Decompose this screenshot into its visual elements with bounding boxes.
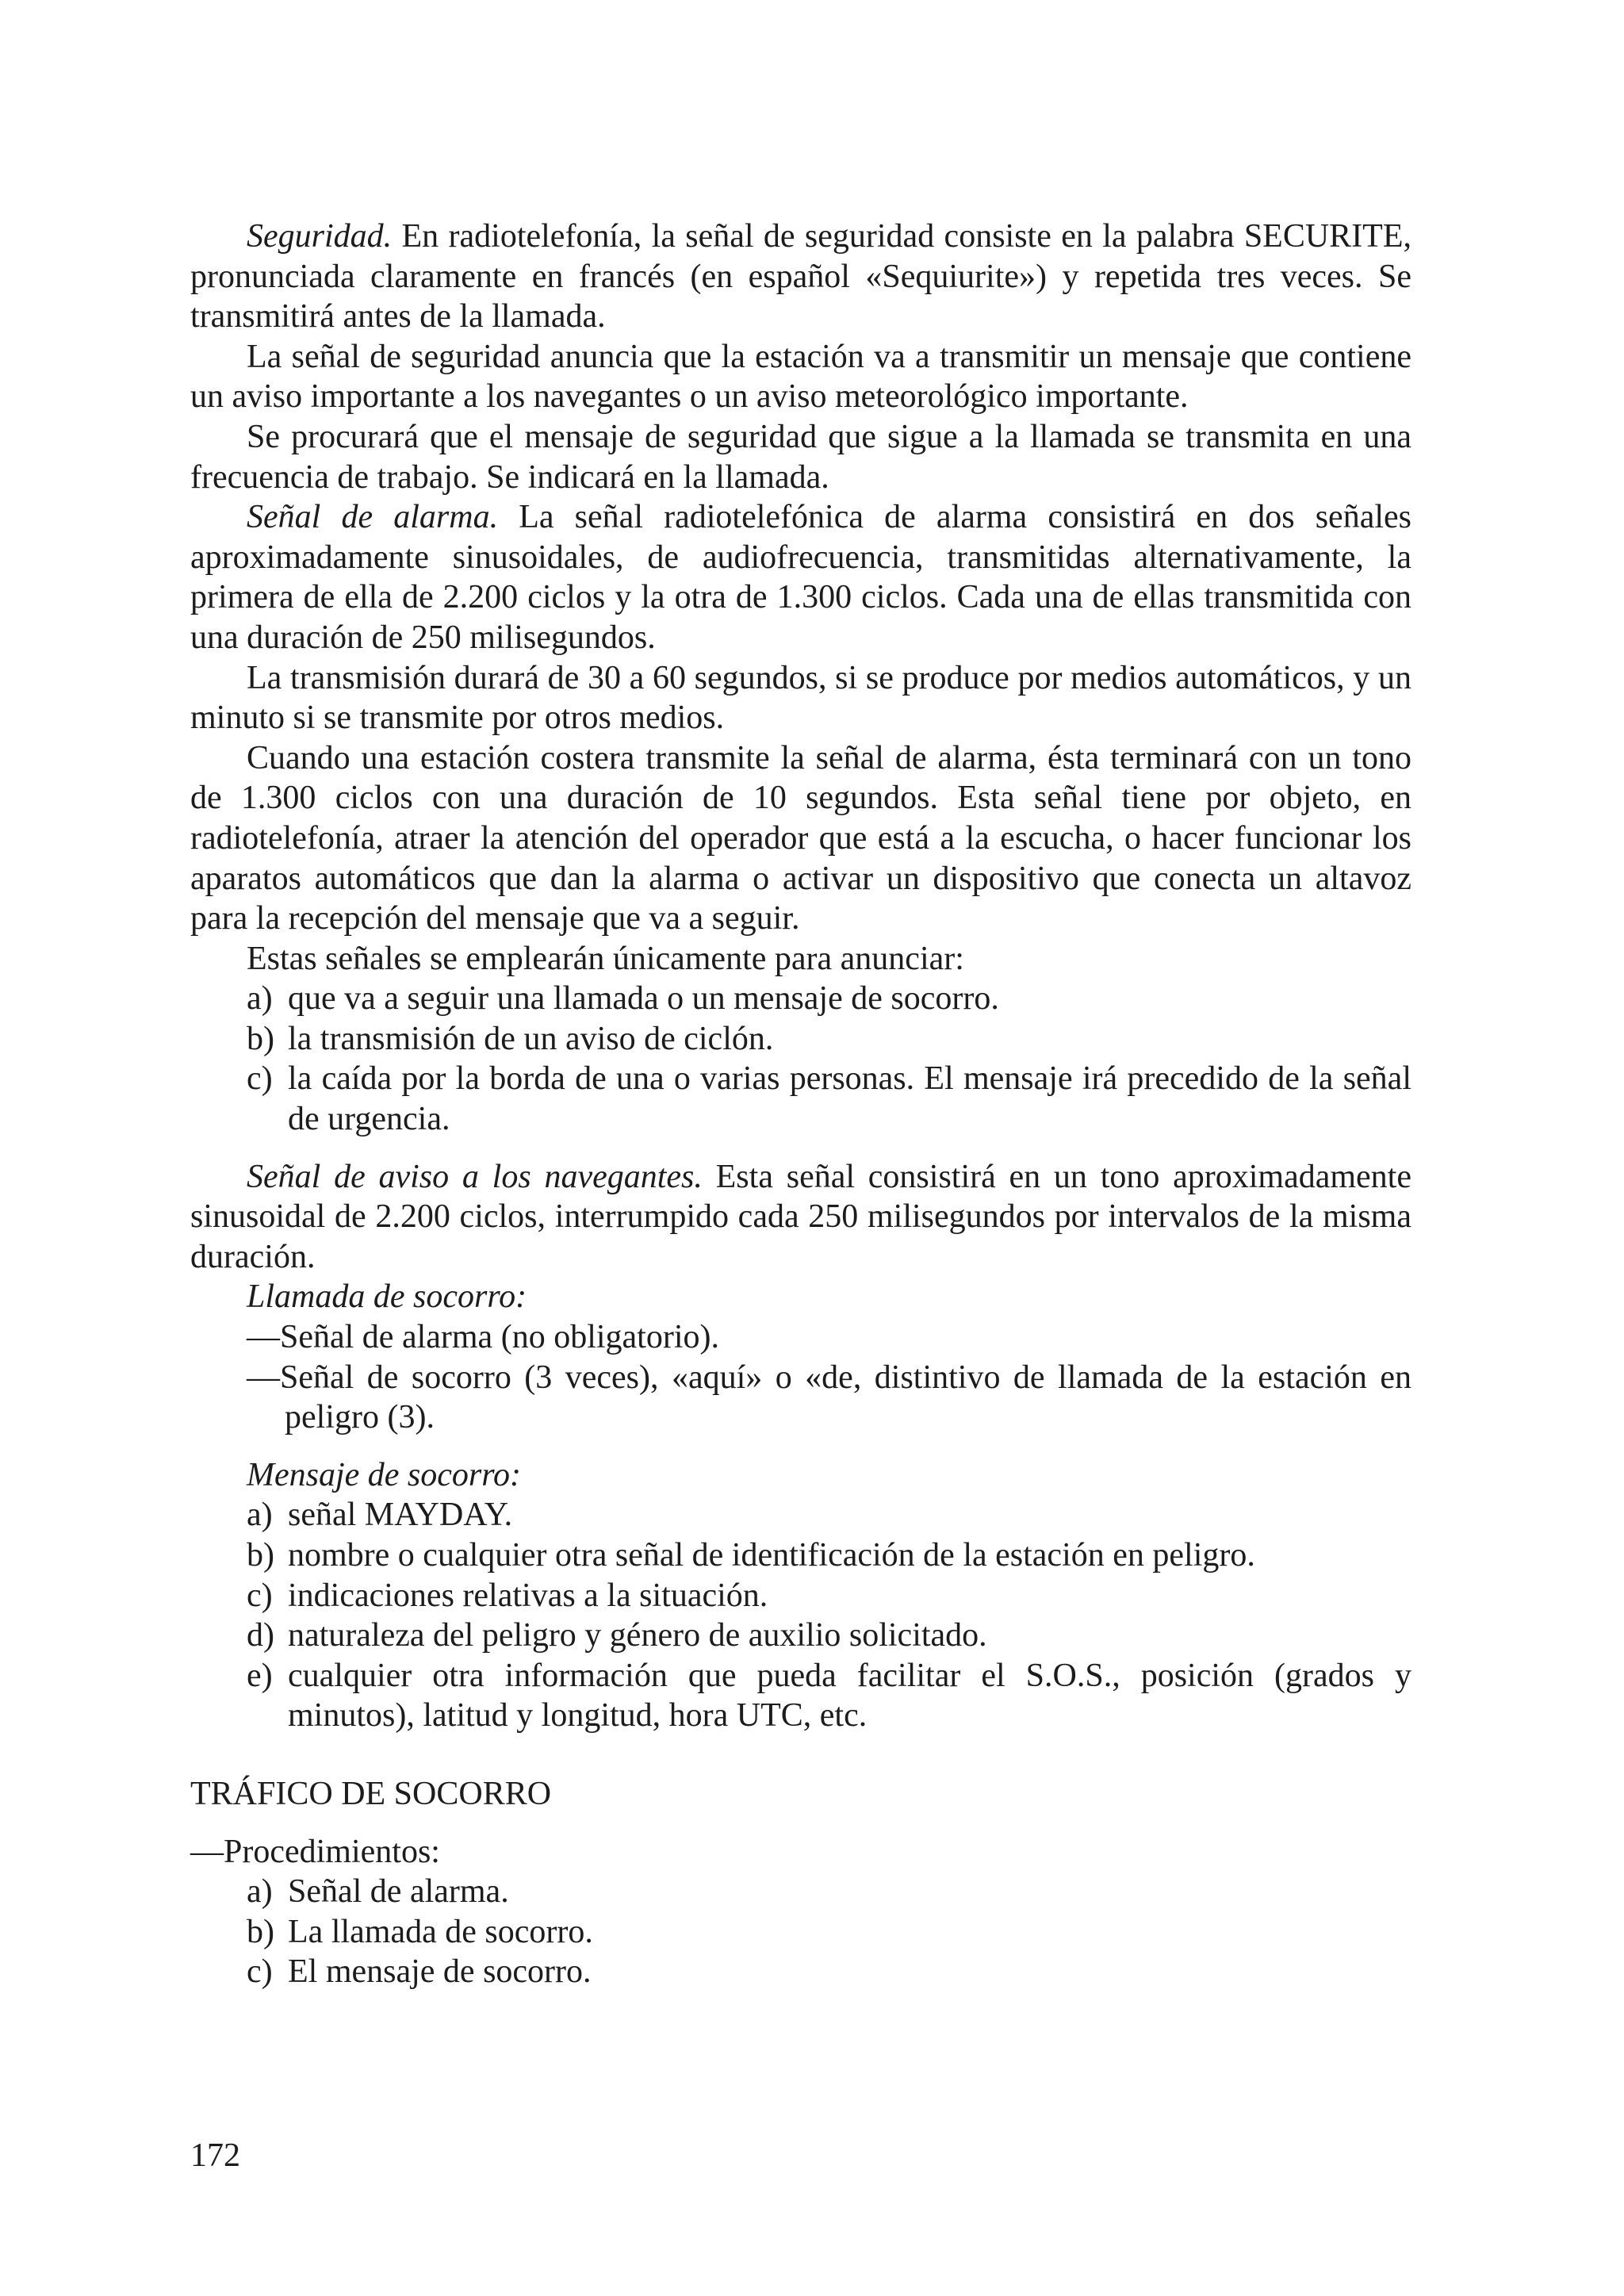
list-item [247, 1576, 1411, 1616]
list-item [247, 1656, 1411, 1736]
paragraph: Estas señales se emplearán únicamente para anunciar: [247, 940, 964, 977]
list-marker: a) [247, 1873, 273, 1911]
list-marker: b) [247, 1537, 274, 1573]
paragraph-senal-de-alarma [190, 497, 1411, 657]
list-marker: b) [247, 1913, 274, 1950]
list-text: cualquier otra información que pueda facilitar el S.O.S., posición (grados y minutos), latitud y longitud, hora UTC, etc. [288, 1657, 1411, 1734]
list-text: naturaleza del peligro y género de auxilio solicitado. [288, 1617, 987, 1654]
list-item [247, 1535, 1411, 1576]
list-marker: e) [247, 1657, 273, 1694]
paragraph-senal-de-aviso [190, 1157, 1411, 1278]
section-heading-trafico-de-socorro: TRÁFICO DE SOCORRO [190, 1775, 552, 1812]
paragraph-seguridad [190, 217, 1411, 337]
subheading-mensaje-de-socorro: Mensaje de socorro: [247, 1456, 522, 1493]
list-marker: a) [247, 1497, 273, 1534]
body-text [190, 217, 1411, 1992]
list-procedimientos [190, 1872, 1411, 1992]
paragraph: La señal de seguridad anuncia que la estación va a transmitir un mensaje que contiene un aviso importante a los navegantes o un aviso meteorológico importante. [190, 338, 1411, 416]
list-item [247, 1059, 1411, 1139]
list-text: La llamada de socorro. [288, 1913, 593, 1950]
paragraph-text: La señal radiotelefónica de alarma consistirá en dos señales aproximadamente sinusoidales, de audiofrecuencia, transmitidas alternativamente, la primera de ella de 2.200 ciclos y la otra de 1.300 ciclos. Cada una de ellas transmitida con una duración de 250 milisegundos. [190, 499, 1411, 656]
page-number: 172 [190, 2137, 240, 2174]
subheading-llamada-de-socorro: Llamada de socorro: [247, 1278, 527, 1316]
list-item [247, 1616, 1411, 1656]
list-text: la caída por la borda de una o varias personas. El mensaje irá precedido de la señal de urgencia. [288, 1060, 1411, 1138]
list-text: El mensaje de socorro. [288, 1953, 592, 1991]
paragraph: La transmisión durará de 30 a 60 segundos, si se produce por medios automáticos, y un minuto si se transmite por otros medios. [190, 659, 1411, 737]
list-anunciar [190, 979, 1411, 1139]
list-text: Señal de alarma. [288, 1873, 509, 1911]
paragraph-text: Esta señal consistirá en un tono aproximadamente sinusoidal de 2.200 ciclos, interrumpido cada 250 milisegundos por intervalos de la misma duración. [190, 1158, 1411, 1275]
list-text: nombre o cualquier otra señal de identificación de la estación en peligro. [288, 1537, 1255, 1573]
list-marker: c) [247, 1577, 273, 1614]
term-seguridad: Seguridad. [247, 218, 393, 255]
list-text: indicaciones relativas a la situación. [288, 1577, 768, 1614]
term-senal-de-alarma: Señal de alarma. [247, 499, 499, 536]
list-text: la transmisión de un aviso de ciclón. [288, 1020, 774, 1057]
list-item: —Señal de socorro (3 veces), «aquí» o «de, distintivo de llamada de la estación en peligro (3). [247, 1359, 1411, 1436]
list-text: que va a seguir una llamada o un mensaje de socorro. [288, 980, 999, 1018]
list-marker: a) [247, 980, 273, 1018]
list-mensaje [190, 1495, 1411, 1736]
list-marker: c) [247, 1060, 273, 1098]
list-item [247, 1872, 1411, 1912]
list-item [247, 1952, 1411, 1992]
list-marker: d) [247, 1617, 274, 1654]
list-item [247, 979, 1411, 1019]
list-text: señal MAYDAY. [288, 1497, 513, 1534]
procedimientos-label: —Procedimientos: [190, 1833, 440, 1870]
paragraph: Se procurará que el mensaje de seguridad que sigue a la llamada se transmita en una frecuencia de trabajo. Se indicará en la llamada. [190, 418, 1411, 496]
paragraph: Cuando una estación costera transmite la señal de alarma, ésta terminará con un tono de 1.300 ciclos con una duración de 10 segundos. Esta señal tiene por objeto, en radiotelefonía, atraer la atención del operador que está a la escucha, o hacer funcionar los aparatos automáticos que dan la alarma o activar un dispositivo que conecta un altavoz para la recepción del mensaje que va a seguir. [190, 739, 1411, 937]
list-item [247, 1019, 1411, 1060]
list-item [247, 1912, 1411, 1953]
term-senal-de-aviso: Señal de aviso a los navegantes. [247, 1158, 703, 1195]
list-marker: c) [247, 1953, 273, 1991]
paragraph-text: En radiotelefonía, la señal de seguridad consiste en la palabra SECURITE, pronunciada claramente en francés (en español «Sequiurite») y repetida tres veces. Se transmitirá antes de la llamada. [190, 218, 1411, 335]
list-item: —Señal de alarma (no obligatorio). [247, 1319, 719, 1356]
list-item [247, 1495, 1411, 1535]
list-llamada [190, 1317, 1411, 1438]
list-marker: b) [247, 1020, 274, 1057]
